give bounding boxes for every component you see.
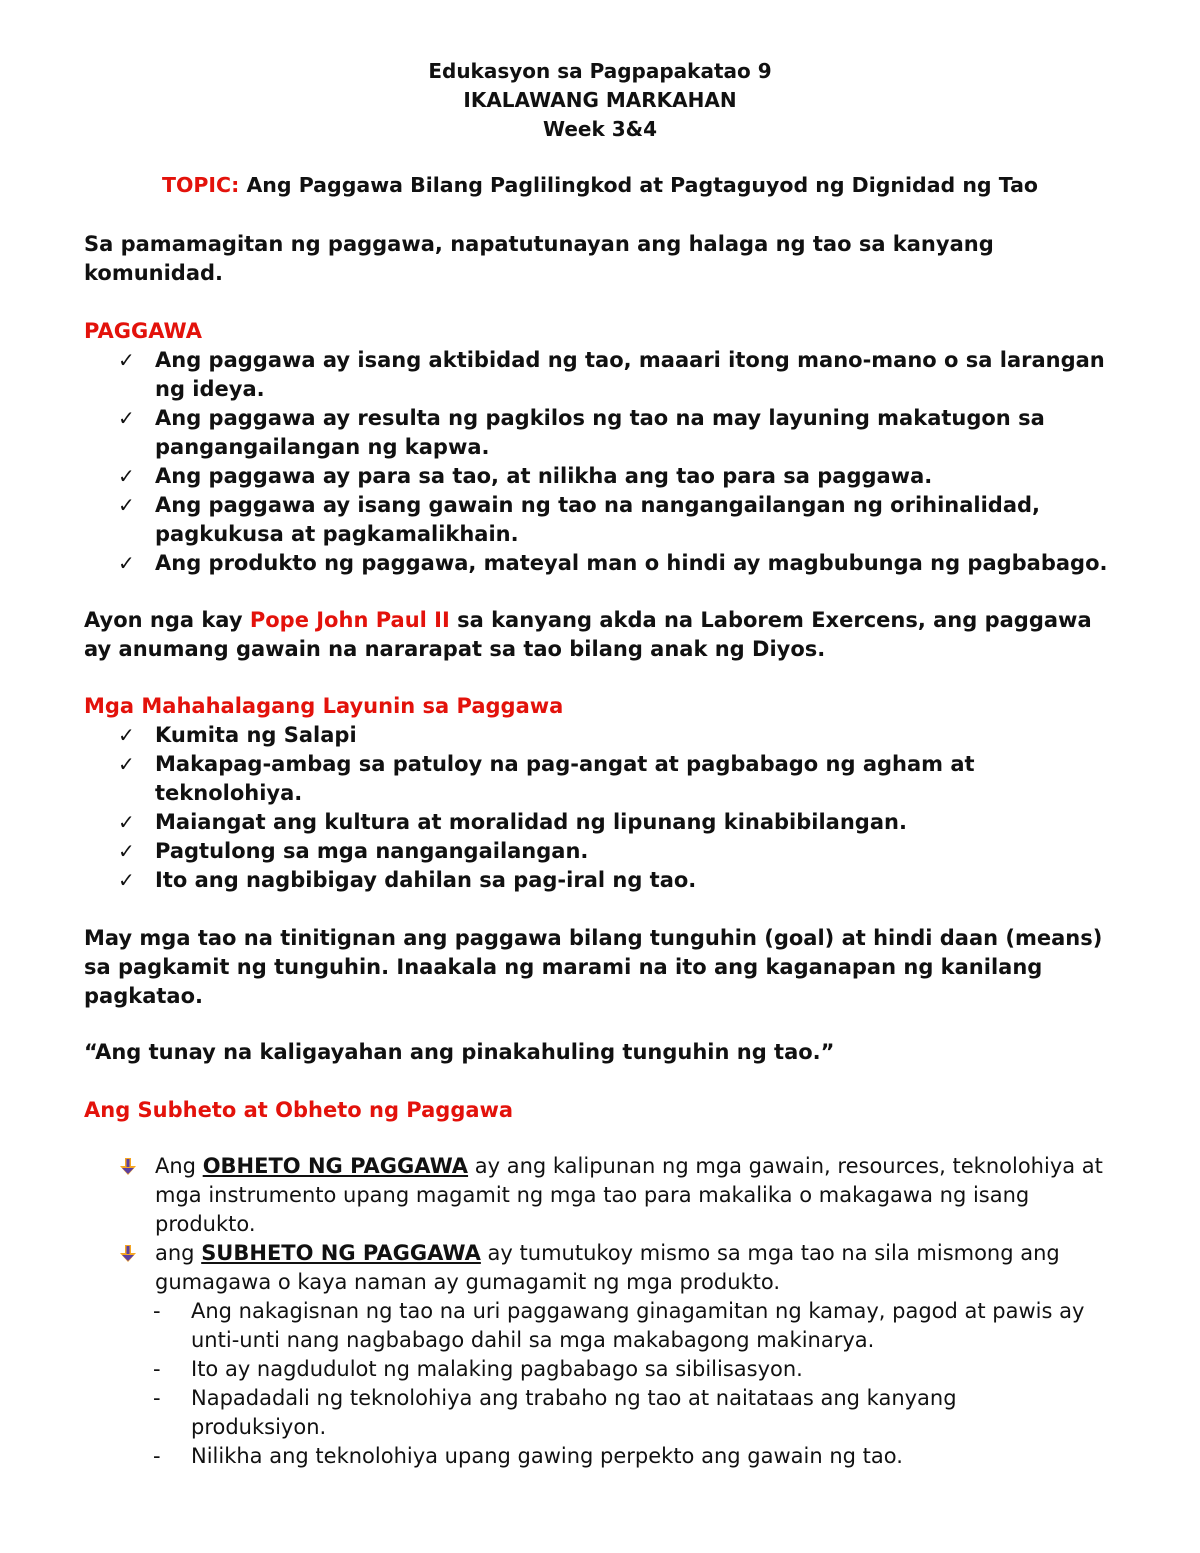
subheto-list [0,1152,1115,1471]
list-item: ✓ Ang paggawa ay para sa tao, at nilikha ang tao para sa paggawa. [0,462,1115,491]
list-item: ang SUBHETO NG PAGGAWA ay tumutukoy mismo sa mga tao na sila mismong ang gumagawa o kaya naman ay gumagamit ng mga produkto. - Ang nakagisnan ng tao na uri paggawang ginagamitan ng kamay, pagod at pawis ay unti-unti nang nagbabago dahil sa mga makabagong makinarya. - Ito ay nagdudulot ng malaking pagbabago sa sibilisasyon. - Napadadali ng teknolohiya ang trabaho ng tao at naitataas ang kanyang produksiyon. - Nilikha ang teknolohiya upang gawing perpekto ang gawain ng tao. [0,1239,1115,1471]
layunin-list [0,721,1115,895]
check-icon: ✓ [118,839,135,863]
obheto-term: OBHETO NG PAGGAWA [202,1154,469,1178]
check-icon: ✓ [118,348,135,372]
check-icon: ✓ [118,464,135,488]
goal-paragraph: May mga tao na tinitignan ang paggawa bilang tunguhin (goal) at hindi daan (means) sa pagkamit ng tunguhin. Inaakala ng marami na ito ang kaganapan ng kanilang pagkatao. [84,926,1103,1008]
paggawa-heading: PAGGAWA [84,319,202,343]
check-icon: ✓ [118,551,135,575]
list-item: ✓ Maiangat ang kultura at moralidad ng lipunang kinabibilangan. [0,808,1115,837]
dash-icon: - [153,1299,161,1323]
list-item: - Ito ay nagdudulot ng malaking pagbabago sa sibilisasyon. [155,1355,1091,1384]
dash-list [155,1297,1115,1471]
list-item: ✓ Ito ang nagbibigay dahilan sa pag-iral ng tao. [0,866,1115,895]
quarter-title: IKALAWANG MARKAHAN [463,88,737,112]
topic-label: TOPIC: [161,173,240,197]
list-item: ✓ Ang paggawa ay isang gawain ng tao na nangangailangan ng orihinalidad, pagkukusa at pagkamalikhain. [118,493,1041,546]
check-icon: ✓ [118,810,135,834]
subheto-term: SUBHETO NG PAGGAWA [201,1241,481,1265]
topic-line [0,171,1200,200]
list-item: ✓ Ang produkto ng paggawa, mateyal man o hindi ay magbubunga ng pagbabago. [0,549,1115,578]
subject-title: Edukasyon sa Pagpapakatao 9 [428,59,772,83]
list-item: ✓ Makapag-ambag sa patuloy na pag-angat at pagbabago ng agham at teknolohiya. [118,752,975,805]
paggawa-list [0,346,1115,578]
check-icon: ✓ [118,868,135,892]
pope-paragraph: Ayon nga kay Pope John Paul II sa kanyang akda na Laborem Exercens, ang paggawa ay anumang gawain na nararapat sa tao bilang anak ng Diyos. [84,608,1092,661]
down-arrow-icon [119,1244,137,1264]
topic-title: Ang Paggawa Bilang Paglilingkod at Pagtaguyod ng Dignidad ng Tao [246,173,1038,197]
layunin-heading: Mga Mahahalagang Layunin sa Paggawa [84,694,564,718]
list-item: ✓ Ang paggawa ay resulta ng pagkilos ng tao na may layuning makatugon sa pangangailangan ng kapwa. [118,406,1045,459]
pope-name: Pope John Paul II [249,608,450,632]
check-icon: ✓ [118,493,135,517]
check-icon: ✓ [118,752,135,776]
subheto-heading: Ang Subheto at Obheto ng Paggawa [84,1098,514,1122]
list-item: - Napadadali ng teknolohiya ang trabaho ng tao at naitataas ang kanyang produksiyon. [153,1386,957,1439]
list-item: ✓ Kumita ng Salapi [0,721,1115,750]
list-item: - Ang nakagisnan ng tao na uri paggawang ginagamitan ng kamay, pagod at pawis ay unti-unti nang nagbabago dahil sa mga makabagong makinarya. [153,1299,1085,1352]
dash-icon: - [153,1386,161,1410]
intro-paragraph: Sa pamamagitan ng paggawa, napatutunayan ang halaga ng tao sa kanyang komunidad. [84,232,994,285]
list-item: Ang OBHETO NG PAGGAWA ay ang kalipunan ng mga gawain, resources, teknolohiya at mga instrumento upang magamit ng mga tao para makalika o makagawa ng isang produkto. [0,1152,1115,1239]
quote: “Ang tunay na kaligayahan ang pinakahuling tunguhin ng tao.” [84,1040,835,1064]
list-item: ✓ Ang paggawa ay isang aktibidad ng tao, maaari itong mano-mano o sa larangan ng ideya. [118,348,1105,401]
list-item: ✓ Pagtulong sa mga nangangailangan. [0,837,1115,866]
list-item: - Nilikha ang teknolohiya upang gawing perpekto ang gawain ng tao. [155,1442,1091,1471]
check-icon: ✓ [118,406,135,430]
dash-icon: - [153,1444,161,1468]
dash-icon: - [153,1357,161,1381]
document-header [0,57,1200,144]
check-icon: ✓ [118,723,135,747]
down-arrow-icon [119,1157,137,1177]
week-title: Week 3&4 [542,117,657,141]
